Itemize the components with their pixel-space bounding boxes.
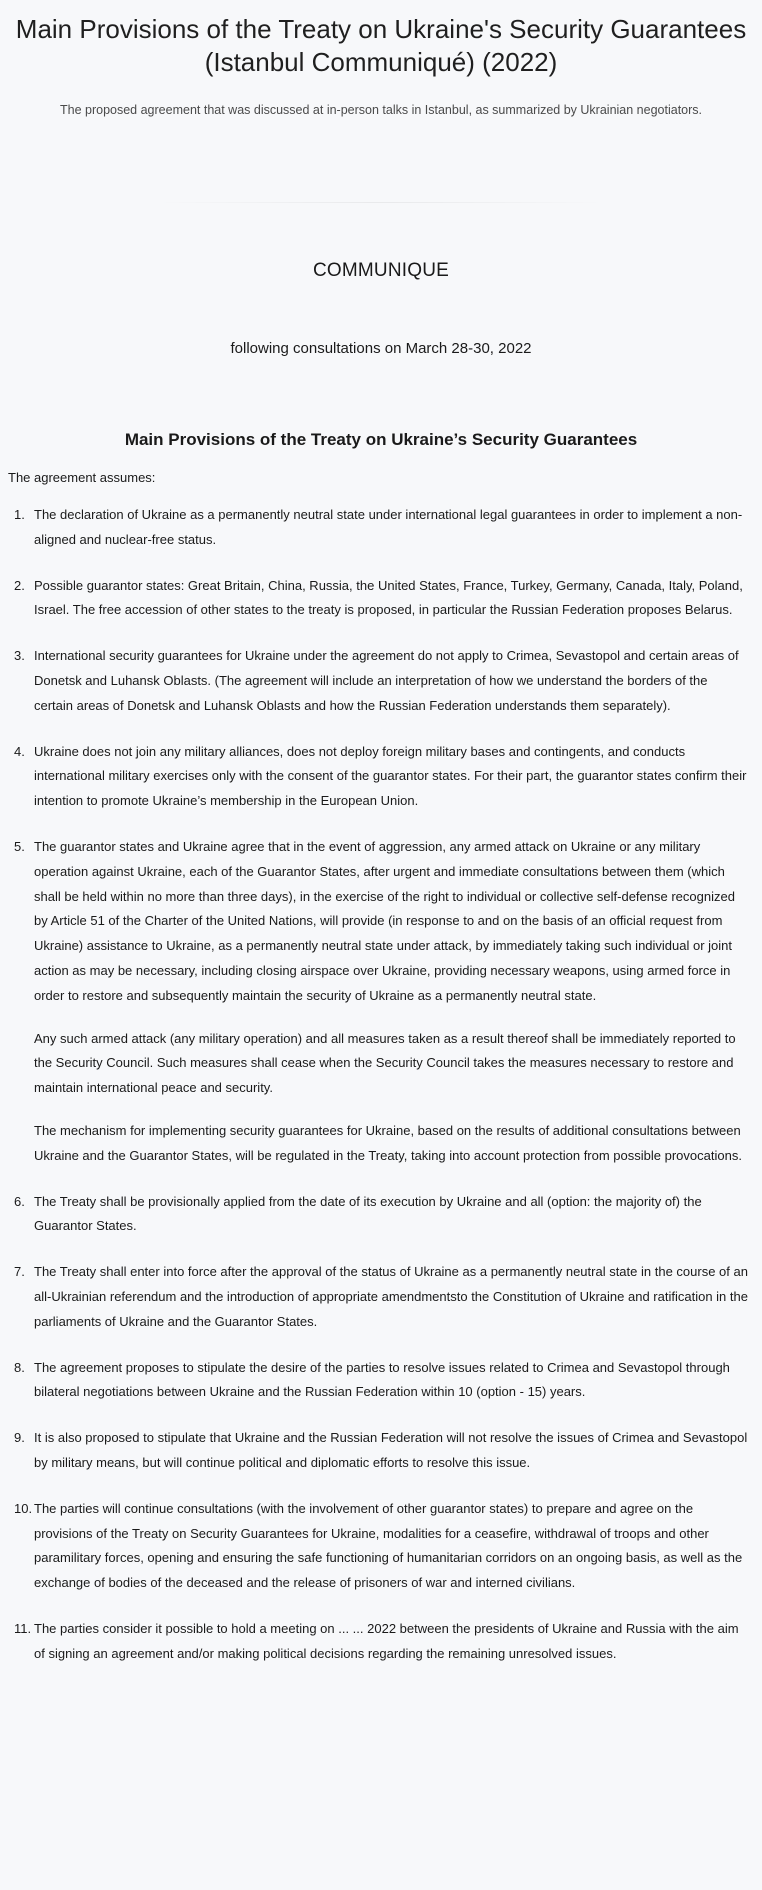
provision-item <box>8 1497 754 1596</box>
divider <box>156 202 606 203</box>
provision-item <box>8 1356 754 1406</box>
provision-paragraph: Any such armed attack (any military operation) and all measures taken as a result thereof shall be immediately reported to the Security Council. Such measures shall cease when the Security Council takes the measures necessary to restore and maintain international peace and security. <box>34 1030 736 1096</box>
page-subtitle: The proposed agreement that was discussed at in-person talks in Istanbul, as summarized by Ukrainian negotiators. <box>60 103 702 117</box>
provision-text: The parties will continue consultations (with the involvement of other guarantor states) to prepare and agree on the provisions of the Treaty on Security Guarantees for Ukraine, modalities for a ceasefire, withdrawal of troops and other paramilitary forces, opening and ensuring the safe functioning of humanitarian corridors on an ongoing basis, as well as the exchange of bodies of the deceased and the release of prisoners of war and interned civilians. <box>34 1500 743 1591</box>
provision-number: 1. <box>14 507 25 522</box>
provision-number: 5. <box>14 838 25 854</box>
provision-text: The guarantor states and Ukraine agree that in the event of aggression, any armed attack on Ukraine or any military operation against Ukraine, each of the Guarantor States, after urgent and immediate consultations between them (which shall be held within no more than three days), in the exercise of the right to individual or collective self-defense recognized by Article 51 of the Charter of the United Nations, will provide (in response to and on the basis of an official request from Ukraine) assistance to Ukraine, as a permanently neutral state under attack, by immediately taking such individual or joint action as may be necessary, including closing airspace over Ukraine, providing necessary weapons, using armed force in order to restore and subsequently maintain the security of Ukraine as a permanently neutral state. <box>34 838 735 1003</box>
provision-item <box>8 644 754 718</box>
provision-number: 6. <box>14 1193 25 1209</box>
provision-text: Ukraine does not join any military alliances, does not deploy foreign military bases and contingents, and conducts international military exercises only with the consent of the guarantor states. For their part, the guarantor states confirm their intention to promote Ukraine’s membership in the European Union. <box>34 743 747 809</box>
provision-number: 8. <box>14 1359 25 1375</box>
provision-number: 11. <box>14 1620 32 1636</box>
provision-text: The agreement proposes to stipulate the desire of the parties to resolve issues related to Crimea and Sevastopol through bilateral negotiations between Ukraine and the Russian Federation within 10 (option - 15) years. <box>34 1359 730 1400</box>
provision-item <box>8 835 754 1169</box>
provision-item <box>8 503 754 553</box>
provision-text: The Treaty shall enter into force after the approval of the status of Ukraine as a permanently neutral state in the course of an all-Ukrainian referendum and the introduction of appropriate amendmentsto the Constitution of Ukraine and ratification in the parliaments of Ukraine and the Guarantor States. <box>34 1264 748 1329</box>
provision-text: The parties consider it possible to hold a meeting on ... ... 2022 between the presidents of Ukraine and Russia with the aim of signing an agreement and/or making political decisions regarding the remaining unresolved issues. <box>34 1620 739 1661</box>
provision-number: 10. <box>14 1500 33 1516</box>
provision-item <box>8 740 754 814</box>
provision-number: 4. <box>14 743 25 759</box>
provision-item <box>8 574 754 624</box>
provision-number: 9. <box>14 1430 25 1446</box>
provision-item <box>8 1426 754 1476</box>
provision-text: The declaration of Ukraine as a permanently neutral state under international legal guarantees in order to implement a non-aligned and nuclear-free status. <box>34 507 743 547</box>
section-heading: Main Provisions of the Treaty on Ukraine’s Security Guarantees <box>124 430 638 449</box>
intro-text: The agreement assumes: <box>8 470 156 485</box>
communique-subtitle: following consultations on March 28-30, 2022 <box>230 340 532 357</box>
provision-text: Possible guarantor states: Great Britain, China, Russia, the United States, France, Turkey, Germany, Canada, Italy, Poland, Israel. The free accession of other states to the treaty is proposed, in particular the Russian Federation proposes Belarus. <box>34 577 743 618</box>
provision-paragraph: The mechanism for implementing security guarantees for Ukraine, based on the results of additional consultations between Ukraine and the Guarantor States, will be regulated in the Treaty, taking into account protection from possible provocations. <box>34 1122 742 1163</box>
provision-text: The Treaty shall be provisionally applied from the date of its execution by Ukraine and all (option: the majority of) the Guarantor States. <box>34 1193 702 1234</box>
provision-item <box>8 1190 754 1240</box>
provision-number: 3. <box>14 648 25 664</box>
provision-number: 2. <box>14 577 25 593</box>
provision-text: It is also proposed to stipulate that Ukraine and the Russian Federation will not resolve the issues of Crimea and Sevastopol by military means, but will continue political and diplomatic efforts to resolve this issue. <box>34 1430 748 1470</box>
communique-title: COMMUNIQUE <box>312 260 450 281</box>
page-title: Main Provisions of the Treaty on Ukraine's Security Guarantees (Istanbul Communiqué) (2022) <box>15 14 747 77</box>
provisions-list <box>8 503 754 1666</box>
provision-item <box>8 1260 754 1334</box>
provision-text: International security guarantees for Ukraine under the agreement do not apply to Crimea, Sevastopol and certain areas of Donetsk and Luhansk Oblasts. (The agreement will include an interpretation of how we understand the borders of the certain areas of Donetsk and Luhansk Oblasts and how the Russian Federation understands them separately). <box>34 648 739 713</box>
provision-item <box>8 1617 754 1667</box>
provision-number: 7. <box>14 1264 25 1280</box>
